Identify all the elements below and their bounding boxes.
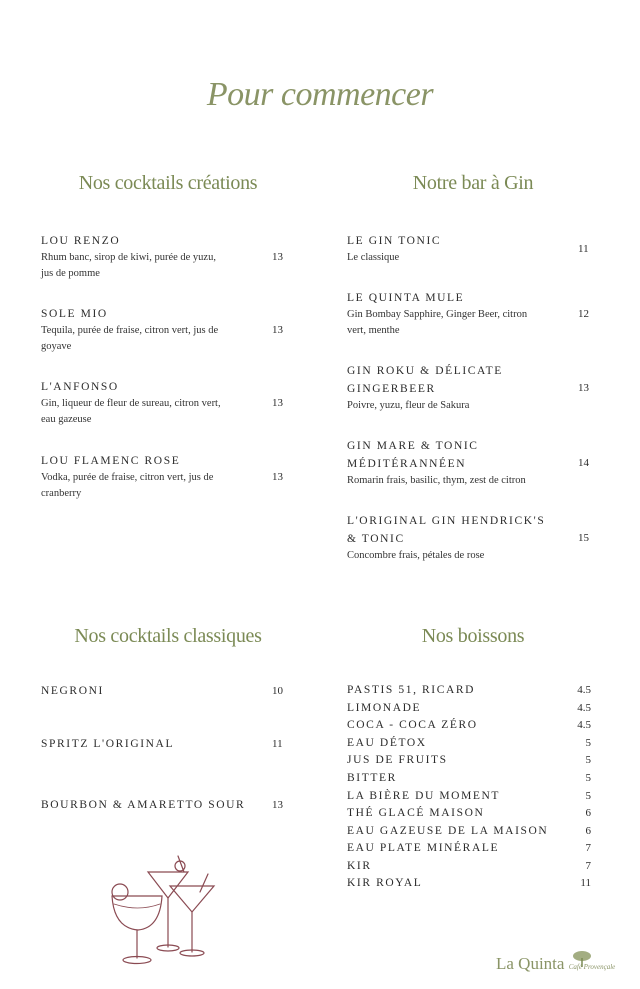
- list-item: [347, 719, 591, 737]
- item-name: KIR: [347, 860, 372, 872]
- item-name: SOLE MIO: [41, 308, 108, 320]
- item-desc-line: Gin Bombay Sapphire, Ginger Beer, citron: [347, 309, 528, 320]
- item-name: GIN ROKU & DÉLICATE: [347, 365, 503, 377]
- item-price: 7: [585, 842, 591, 854]
- item-price: 13: [272, 471, 283, 483]
- list-item: [347, 754, 591, 772]
- menu-item: [41, 735, 174, 753]
- item-name: BITTER: [347, 772, 397, 784]
- item-desc-line: Tequila, purée de fraise, citron vert, jus de: [41, 325, 219, 336]
- list-item: [347, 877, 591, 895]
- item-name: L'ANFONSO: [41, 381, 119, 393]
- item-name: LIMONADE: [347, 702, 422, 714]
- item-name: LA BIÈRE DU MOMENT: [347, 790, 501, 802]
- item-name: SPRITZ L'ORIGINAL: [41, 738, 175, 750]
- item-desc-line: Rhum banc, sirop de kiwi, purée de yuzu,: [41, 252, 216, 263]
- item-name: EAU GAZEUSE DE LA MAISON: [347, 825, 549, 837]
- brand-name: La Quinta: [496, 954, 565, 973]
- item-name: EAU PLATE MINÉRALE: [347, 842, 500, 854]
- tree-icon: [572, 950, 592, 968]
- item-price: 6: [585, 807, 591, 819]
- item-price: 13: [272, 799, 283, 811]
- item-price: 5: [585, 790, 591, 802]
- page-title: Pour commencer: [206, 76, 434, 113]
- item-name: GIN MARE & TONIC: [347, 440, 479, 452]
- item-desc-line: Romarin frais, basilic, thym, zest de citron: [347, 475, 526, 486]
- item-desc-line: Concombre frais, pétales de rose: [347, 550, 485, 561]
- menu-item: [347, 362, 552, 414]
- list-item: [347, 737, 591, 755]
- list-item: [347, 842, 591, 860]
- list-item: [347, 772, 591, 790]
- item-price: 11: [272, 738, 283, 750]
- item-price: 13: [272, 324, 283, 336]
- item-price: 4.5: [577, 684, 591, 696]
- menu-item: [41, 232, 241, 282]
- list-item: [347, 807, 591, 825]
- item-price: 5: [585, 772, 591, 784]
- item-price: 4.5: [577, 702, 591, 714]
- item-price: 5: [585, 737, 591, 749]
- item-name: THÉ GLACÉ MAISON: [347, 807, 485, 819]
- item-name: L'ORIGINAL GIN HENDRICK'S: [347, 515, 546, 527]
- item-name: LOU FLAMENC ROSE: [41, 455, 181, 467]
- item-desc-line: cranberry: [41, 488, 82, 499]
- item-price: 5: [585, 754, 591, 766]
- item-desc-line: jus de pomme: [41, 268, 100, 279]
- item-desc-line: Vodka, purée de fraise, citron vert, jus de: [41, 472, 214, 483]
- list-item: [347, 860, 591, 878]
- item-price: 14: [578, 457, 589, 469]
- item-name: NEGRONI: [41, 685, 104, 697]
- menu-item: [41, 305, 241, 355]
- list-item: [347, 684, 591, 702]
- item-name: MÉDITÉRANNÉEN: [347, 458, 467, 470]
- item-name: & TONIC: [347, 533, 405, 545]
- menu-item: [347, 437, 552, 489]
- menu-item: [41, 378, 241, 428]
- item-price: 7: [585, 860, 591, 872]
- item-price: 12: [578, 308, 589, 320]
- item-desc-line: Le classique: [347, 252, 400, 263]
- menu-item: [41, 452, 241, 502]
- section-heading-classiques: Nos cocktails classiques: [74, 625, 262, 647]
- item-name: COCA - COCA ZÉRO: [347, 719, 478, 731]
- list-item: [347, 790, 591, 808]
- menu-item: [347, 512, 562, 564]
- item-name: BOURBON & AMARETTO SOUR: [41, 799, 246, 811]
- item-name: GINGERBEER: [347, 383, 436, 395]
- item-price: 4.5: [577, 719, 591, 731]
- item-price: 15: [578, 532, 589, 544]
- item-desc-line: Poivre, yuzu, fleur de Sakura: [347, 400, 470, 411]
- item-desc-line: vert, menthe: [347, 325, 400, 336]
- item-desc-line: Gin, liqueur de fleur de sureau, citron vert,: [41, 398, 221, 409]
- menu-item: [347, 232, 552, 266]
- item-price: 6: [585, 825, 591, 837]
- item-name: JUS DE FRUITS: [347, 754, 448, 766]
- section-heading-boissons: Nos boissons: [421, 625, 525, 647]
- item-name: EAU DÉTOX: [347, 737, 427, 749]
- menu-item: [41, 682, 104, 700]
- item-price: 13: [272, 397, 283, 409]
- item-price: 11: [580, 877, 591, 889]
- section-heading-creations: Nos cocktails créations: [78, 172, 258, 194]
- item-price: 13: [578, 382, 589, 394]
- brand-logo: [496, 954, 615, 974]
- item-desc-line: eau gazeuse: [41, 414, 92, 425]
- item-name: KIR ROYAL: [347, 877, 423, 889]
- item-name: LE QUINTA MULE: [347, 292, 465, 304]
- item-price: 13: [272, 251, 283, 263]
- item-name: LOU RENZO: [41, 235, 121, 247]
- menu-item: [347, 289, 552, 339]
- section-heading-gin: Notre bar à Gin: [412, 172, 534, 194]
- list-item: [347, 825, 591, 843]
- list-item: [347, 702, 591, 720]
- menu-item: [41, 796, 245, 814]
- cocktail-glasses-illustration: [104, 852, 224, 967]
- item-name: LE GIN TONIC: [347, 235, 442, 247]
- item-price: 11: [578, 243, 589, 255]
- brand-tagline: Café Provençale: [568, 963, 616, 971]
- item-price: 10: [272, 685, 283, 697]
- item-name: PASTIS 51, RICARD: [347, 684, 476, 696]
- item-desc-line: goyave: [41, 341, 72, 352]
